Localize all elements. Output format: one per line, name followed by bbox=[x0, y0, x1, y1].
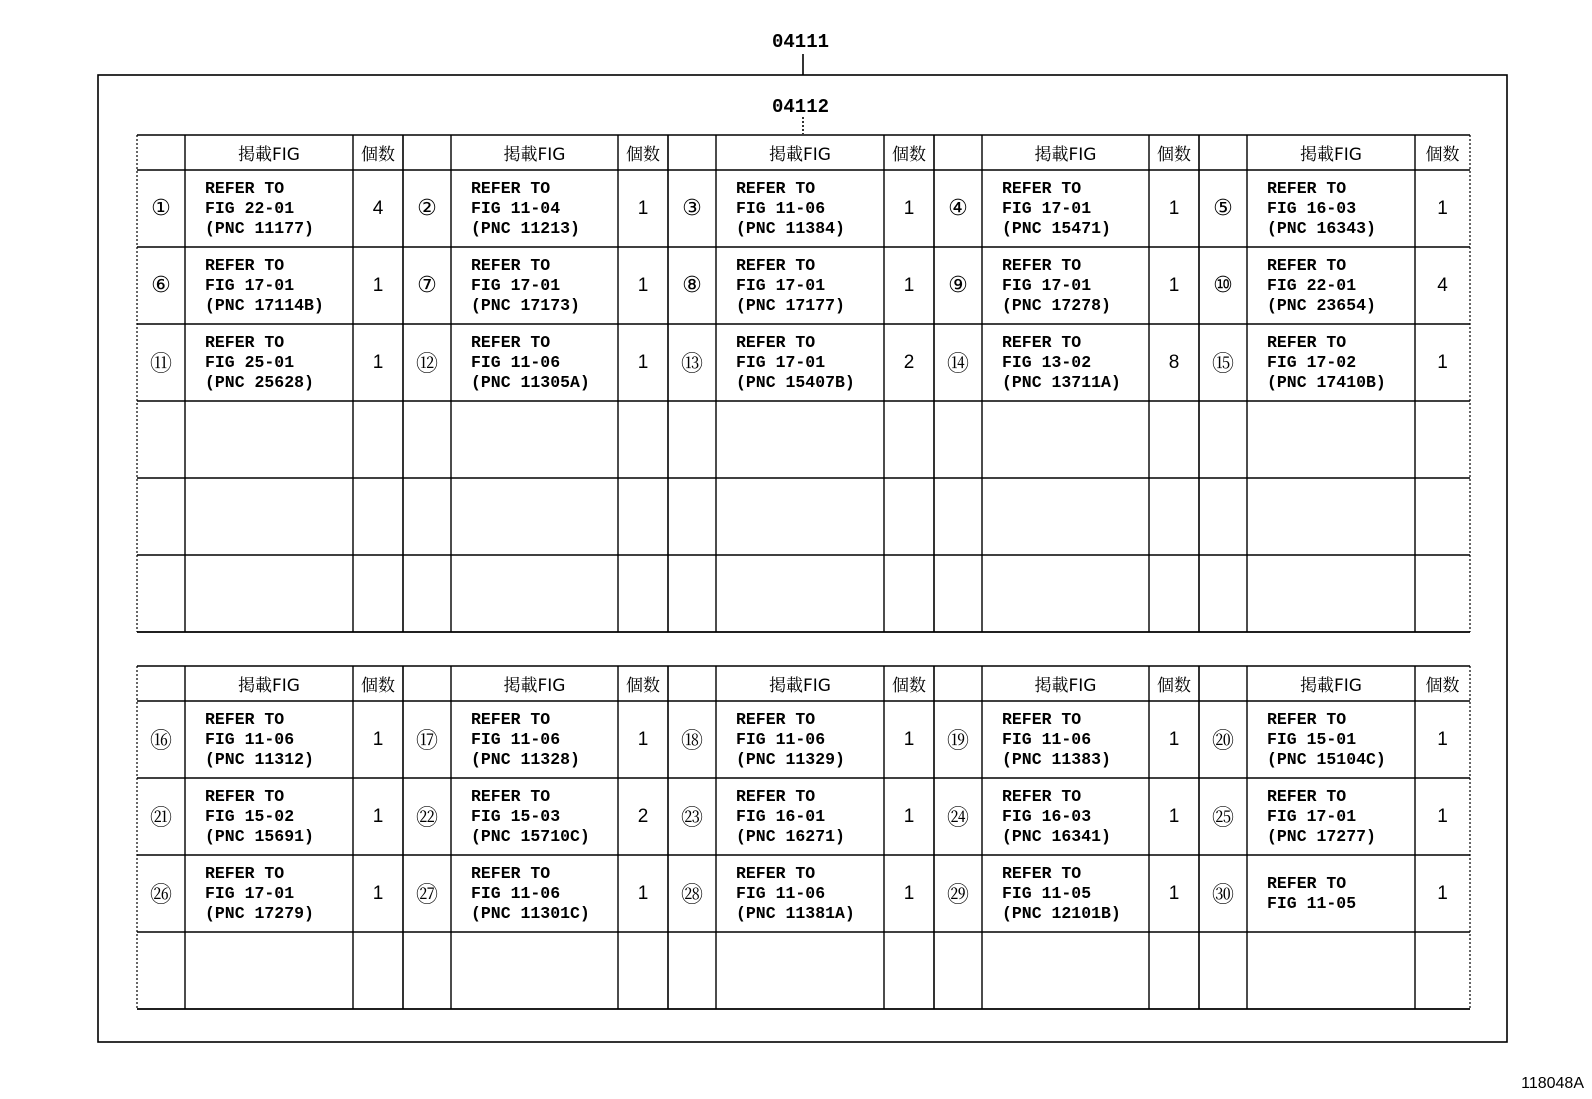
reference-text bbox=[982, 855, 1149, 932]
reference-number: ③ bbox=[682, 196, 702, 221]
quantity: 1 bbox=[1437, 805, 1448, 827]
reference-line: (PNC 25628) bbox=[205, 372, 314, 392]
qty-column-header: 個数 bbox=[892, 676, 926, 696]
reference-number: ㉘ bbox=[680, 883, 703, 908]
reference-text bbox=[185, 247, 353, 324]
reference-line: REFER TO bbox=[1002, 255, 1082, 275]
reference-text bbox=[1247, 324, 1415, 401]
reference-text bbox=[716, 855, 884, 932]
reference-line: FIG 11-06 bbox=[471, 729, 561, 749]
reference-line: FIG 15-01 bbox=[1267, 729, 1357, 749]
reference-line: REFER TO bbox=[736, 255, 816, 275]
quantity: 1 bbox=[1437, 728, 1448, 750]
reference-lines bbox=[1002, 787, 1111, 847]
reference-line: REFER TO bbox=[471, 332, 551, 352]
reference-line: (PNC 17114B) bbox=[205, 295, 324, 315]
fig-column-header: 掲載FIG bbox=[1034, 145, 1097, 165]
reference-line: REFER TO bbox=[736, 178, 816, 198]
reference-text bbox=[451, 778, 618, 855]
reference-line: FIG 22-01 bbox=[205, 198, 295, 218]
reference-line: REFER TO bbox=[736, 786, 816, 806]
reference-line: REFER TO bbox=[205, 332, 285, 352]
reference-line: FIG 17-01 bbox=[205, 883, 295, 903]
reference-lines bbox=[471, 333, 590, 393]
quantity: 1 bbox=[637, 197, 649, 219]
reference-text bbox=[982, 170, 1149, 247]
reference-line: REFER TO bbox=[1267, 709, 1347, 729]
quantity: 1 bbox=[1168, 274, 1180, 296]
qty-column-header: 個数 bbox=[1425, 145, 1460, 165]
reference-number: ⑰ bbox=[415, 729, 438, 754]
qty-column-header: 個数 bbox=[892, 145, 926, 165]
reference-text bbox=[716, 247, 884, 324]
inner-code-label: 04112 bbox=[772, 96, 830, 118]
reference-line: FIG 16-03 bbox=[1267, 198, 1357, 218]
reference-line: (PNC 16271) bbox=[736, 826, 845, 846]
reference-number: ㉖ bbox=[149, 883, 172, 908]
reference-number: ⑫ bbox=[415, 352, 438, 377]
fig-column-header: 掲載FIG bbox=[769, 676, 831, 696]
reference-text bbox=[185, 778, 353, 855]
reference-line: FIG 17-01 bbox=[736, 352, 826, 372]
reference-line: REFER TO bbox=[1267, 178, 1347, 198]
reference-lines bbox=[205, 787, 314, 847]
fig-column-header: 掲載FIG bbox=[769, 145, 831, 165]
reference-number: ⑪ bbox=[149, 352, 172, 377]
reference-text bbox=[185, 855, 353, 932]
quantity: 1 bbox=[903, 728, 915, 750]
reference-line: (PNC 15104C) bbox=[1267, 749, 1386, 769]
reference-line: FIG 11-06 bbox=[471, 352, 561, 372]
qty-column-header: 個数 bbox=[1157, 145, 1191, 165]
reference-line: (PNC 11301C) bbox=[471, 903, 590, 923]
reference-number: ⑯ bbox=[149, 729, 172, 754]
reference-line: (PNC 17173) bbox=[471, 295, 580, 315]
reference-line: FIG 17-01 bbox=[1002, 275, 1092, 295]
quantity: 1 bbox=[1437, 882, 1448, 904]
reference-number: ⑳ bbox=[1211, 729, 1234, 754]
reference-line: (PNC 16343) bbox=[1267, 218, 1376, 238]
quantity: 1 bbox=[372, 728, 384, 750]
reference-line: REFER TO bbox=[205, 863, 285, 883]
reference-line: FIG 13-02 bbox=[1002, 352, 1092, 372]
quantity: 1 bbox=[637, 351, 649, 373]
reference-line: (PNC 11383) bbox=[1002, 749, 1111, 769]
reference-line: (PNC 23654) bbox=[1267, 295, 1376, 315]
reference-text bbox=[185, 324, 353, 401]
reference-text bbox=[1247, 855, 1415, 932]
reference-line: FIG 11-05 bbox=[1002, 883, 1092, 903]
reference-text bbox=[982, 247, 1149, 324]
quantity: 2 bbox=[637, 805, 649, 827]
reference-line: FIG 11-06 bbox=[736, 729, 826, 749]
reference-line: (PNC 11213) bbox=[471, 218, 580, 238]
reference-line: FIG 11-05 bbox=[1267, 893, 1357, 913]
reference-line: FIG 15-03 bbox=[471, 806, 561, 826]
reference-number: ⑨ bbox=[948, 273, 968, 298]
reference-line: FIG 16-01 bbox=[736, 806, 826, 826]
qty-column-header: 個数 bbox=[1425, 676, 1460, 696]
reference-line: (PNC 15407B) bbox=[736, 372, 855, 392]
reference-lines bbox=[1267, 787, 1376, 847]
reference-number: ㉓ bbox=[680, 806, 703, 831]
reference-lines bbox=[1002, 333, 1121, 393]
reference-text bbox=[716, 324, 884, 401]
reference-line: (PNC 17177) bbox=[736, 295, 845, 315]
reference-number: ㉗ bbox=[415, 883, 438, 908]
reference-number: ① bbox=[151, 196, 171, 221]
reference-number: ⑦ bbox=[417, 273, 437, 298]
reference-number: ② bbox=[417, 196, 437, 221]
reference-line: FIG 16-03 bbox=[1002, 806, 1092, 826]
reference-line: REFER TO bbox=[205, 709, 285, 729]
reference-line: REFER TO bbox=[1002, 332, 1082, 352]
reference-line: (PNC 17410B) bbox=[1267, 372, 1386, 392]
outer-code-label: 04111 bbox=[772, 31, 830, 53]
qty-column-header: 個数 bbox=[361, 676, 395, 696]
reference-line: FIG 15-02 bbox=[205, 806, 295, 826]
reference-number: ㉚ bbox=[1211, 883, 1234, 908]
reference-text bbox=[1247, 170, 1415, 247]
quantity: 1 bbox=[903, 805, 915, 827]
reference-line: REFER TO bbox=[471, 709, 551, 729]
fig-column-header: 掲載FIG bbox=[503, 145, 566, 165]
reference-number: ㉑ bbox=[149, 806, 172, 831]
reference-number: ④ bbox=[948, 196, 968, 221]
reference-lines bbox=[205, 256, 324, 316]
reference-number: ㉙ bbox=[946, 883, 969, 908]
reference-line: (PNC 11305A) bbox=[471, 372, 590, 392]
reference-line: REFER TO bbox=[1002, 709, 1082, 729]
reference-line: REFER TO bbox=[1002, 863, 1082, 883]
reference-number: ⑮ bbox=[1211, 352, 1234, 377]
reference-line: REFER TO bbox=[736, 863, 816, 883]
reference-line: (PNC 15471) bbox=[1002, 218, 1111, 238]
reference-number: ⑱ bbox=[680, 729, 703, 754]
reference-number: ⑩ bbox=[1213, 273, 1233, 298]
reference-lines bbox=[205, 333, 314, 393]
reference-text bbox=[982, 778, 1149, 855]
reference-text bbox=[451, 170, 618, 247]
fig-column-header: 掲載FIG bbox=[238, 145, 300, 165]
reference-text bbox=[716, 170, 884, 247]
reference-line: REFER TO bbox=[205, 178, 285, 198]
quantity: 1 bbox=[903, 882, 915, 904]
reference-lines bbox=[205, 179, 314, 239]
reference-line: FIG 17-01 bbox=[205, 275, 295, 295]
quantity: 1 bbox=[1168, 805, 1180, 827]
reference-line: (PNC 12101B) bbox=[1002, 903, 1121, 923]
fig-column-header: 掲載FIG bbox=[503, 676, 566, 696]
reference-lines bbox=[736, 256, 845, 316]
reference-lines bbox=[1267, 874, 1356, 914]
reference-lines bbox=[471, 787, 590, 847]
quantity: 1 bbox=[637, 728, 649, 750]
reference-line: (PNC 15691) bbox=[205, 826, 314, 846]
reference-lines bbox=[1267, 179, 1376, 239]
reference-number: ⑲ bbox=[946, 729, 969, 754]
quantity: 1 bbox=[1437, 197, 1448, 219]
reference-lines bbox=[736, 179, 845, 239]
reference-line: FIG 11-06 bbox=[471, 883, 561, 903]
reference-text bbox=[1247, 247, 1415, 324]
reference-line: (PNC 11384) bbox=[736, 218, 845, 238]
quantity: 8 bbox=[1168, 351, 1180, 373]
reference-line: REFER TO bbox=[736, 332, 816, 352]
reference-line: REFER TO bbox=[1267, 786, 1347, 806]
reference-line: (PNC 11328) bbox=[471, 749, 580, 769]
reference-lines bbox=[471, 864, 590, 924]
reference-line: REFER TO bbox=[471, 255, 551, 275]
reference-line: (PNC 15710C) bbox=[471, 826, 590, 846]
reference-number: ⑬ bbox=[680, 352, 703, 377]
reference-line: REFER TO bbox=[736, 709, 816, 729]
fig-column-header: 掲載FIG bbox=[238, 676, 300, 696]
reference-line: (PNC 17277) bbox=[1267, 826, 1376, 846]
quantity: 1 bbox=[1168, 728, 1180, 750]
reference-line: FIG 11-06 bbox=[205, 729, 295, 749]
qty-column-header: 個数 bbox=[1157, 676, 1191, 696]
reference-text bbox=[451, 855, 618, 932]
qty-column-header: 個数 bbox=[361, 145, 395, 165]
reference-line: FIG 17-01 bbox=[1002, 198, 1092, 218]
reference-line: FIG 25-01 bbox=[205, 352, 295, 372]
reference-number: ⑧ bbox=[682, 273, 702, 298]
reference-line: (PNC 11177) bbox=[205, 218, 314, 238]
reference-text bbox=[185, 701, 353, 778]
reference-number: ㉕ bbox=[1211, 806, 1234, 831]
reference-line: FIG 11-04 bbox=[471, 198, 561, 218]
quantity: 1 bbox=[637, 274, 649, 296]
reference-line: FIG 17-01 bbox=[736, 275, 826, 295]
reference-line: FIG 17-01 bbox=[1267, 806, 1357, 826]
reference-line: REFER TO bbox=[471, 786, 551, 806]
reference-line: REFER TO bbox=[1267, 255, 1347, 275]
reference-line: FIG 11-06 bbox=[736, 883, 826, 903]
reference-line: REFER TO bbox=[471, 863, 551, 883]
fig-column-header: 掲載FIG bbox=[1300, 676, 1362, 696]
quantity: 1 bbox=[372, 805, 384, 827]
quantity: 1 bbox=[372, 882, 384, 904]
reference-text bbox=[716, 701, 884, 778]
quantity: 1 bbox=[1168, 197, 1180, 219]
fig-column-header: 掲載FIG bbox=[1034, 676, 1097, 696]
reference-text bbox=[451, 247, 618, 324]
reference-text bbox=[1247, 701, 1415, 778]
reference-lines bbox=[1002, 256, 1111, 316]
reference-lines bbox=[471, 256, 580, 316]
reference-lines bbox=[205, 710, 314, 770]
reference-line: FIG 17-02 bbox=[1267, 352, 1357, 372]
reference-lines bbox=[1267, 256, 1376, 316]
reference-line: (PNC 11381A) bbox=[736, 903, 855, 923]
quantity: 1 bbox=[372, 351, 384, 373]
reference-lines bbox=[471, 710, 580, 770]
reference-line: REFER TO bbox=[1002, 178, 1082, 198]
reference-text bbox=[982, 324, 1149, 401]
reference-line: FIG 11-06 bbox=[1002, 729, 1092, 749]
reference-lines bbox=[736, 333, 855, 393]
reference-lines bbox=[1002, 864, 1121, 924]
fig-column-header: 掲載FIG bbox=[1300, 145, 1362, 165]
quantity: 1 bbox=[903, 197, 915, 219]
reference-text bbox=[185, 170, 353, 247]
reference-text bbox=[716, 778, 884, 855]
reference-number: ㉔ bbox=[946, 806, 969, 831]
reference-text bbox=[451, 324, 618, 401]
reference-line: (PNC 11329) bbox=[736, 749, 845, 769]
qty-column-header: 個数 bbox=[626, 145, 660, 165]
figure-code: 118048A bbox=[1521, 1075, 1584, 1092]
reference-lines bbox=[736, 710, 845, 770]
reference-lines bbox=[736, 787, 845, 847]
reference-line: REFER TO bbox=[1267, 873, 1347, 893]
reference-line: REFER TO bbox=[471, 178, 551, 198]
reference-lines bbox=[1002, 179, 1111, 239]
reference-line: REFER TO bbox=[205, 786, 285, 806]
reference-lines bbox=[471, 179, 580, 239]
reference-line: (PNC 11312) bbox=[205, 749, 314, 769]
qty-column-header: 個数 bbox=[626, 676, 660, 696]
reference-number: ⑤ bbox=[1213, 196, 1233, 221]
reference-text bbox=[982, 701, 1149, 778]
quantity: 4 bbox=[372, 197, 384, 219]
reference-line: (PNC 13711A) bbox=[1002, 372, 1121, 392]
reference-text bbox=[1247, 778, 1415, 855]
reference-line: REFER TO bbox=[1267, 332, 1347, 352]
reference-line: FIG 11-06 bbox=[736, 198, 826, 218]
reference-line: FIG 17-01 bbox=[471, 275, 561, 295]
quantity: 1 bbox=[903, 274, 915, 296]
quantity: 2 bbox=[903, 351, 915, 373]
quantity: 1 bbox=[372, 274, 384, 296]
reference-number: ㉒ bbox=[415, 806, 438, 831]
reference-lines bbox=[1002, 710, 1111, 770]
reference-line: (PNC 16341) bbox=[1002, 826, 1111, 846]
reference-lines bbox=[1267, 710, 1386, 770]
quantity: 1 bbox=[1437, 351, 1448, 373]
reference-number: ⑥ bbox=[151, 273, 171, 298]
reference-line: FIG 22-01 bbox=[1267, 275, 1357, 295]
quantity: 1 bbox=[637, 882, 649, 904]
reference-lines bbox=[1267, 333, 1386, 393]
reference-line: REFER TO bbox=[1002, 786, 1082, 806]
reference-line: REFER TO bbox=[205, 255, 285, 275]
reference-lines bbox=[205, 864, 314, 924]
quantity: 4 bbox=[1437, 274, 1448, 296]
reference-line: (PNC 17278) bbox=[1002, 295, 1111, 315]
reference-lines bbox=[736, 864, 855, 924]
reference-number: ⑭ bbox=[946, 352, 969, 377]
reference-line: (PNC 17279) bbox=[205, 903, 314, 923]
reference-text bbox=[451, 701, 618, 778]
quantity: 1 bbox=[1168, 882, 1180, 904]
